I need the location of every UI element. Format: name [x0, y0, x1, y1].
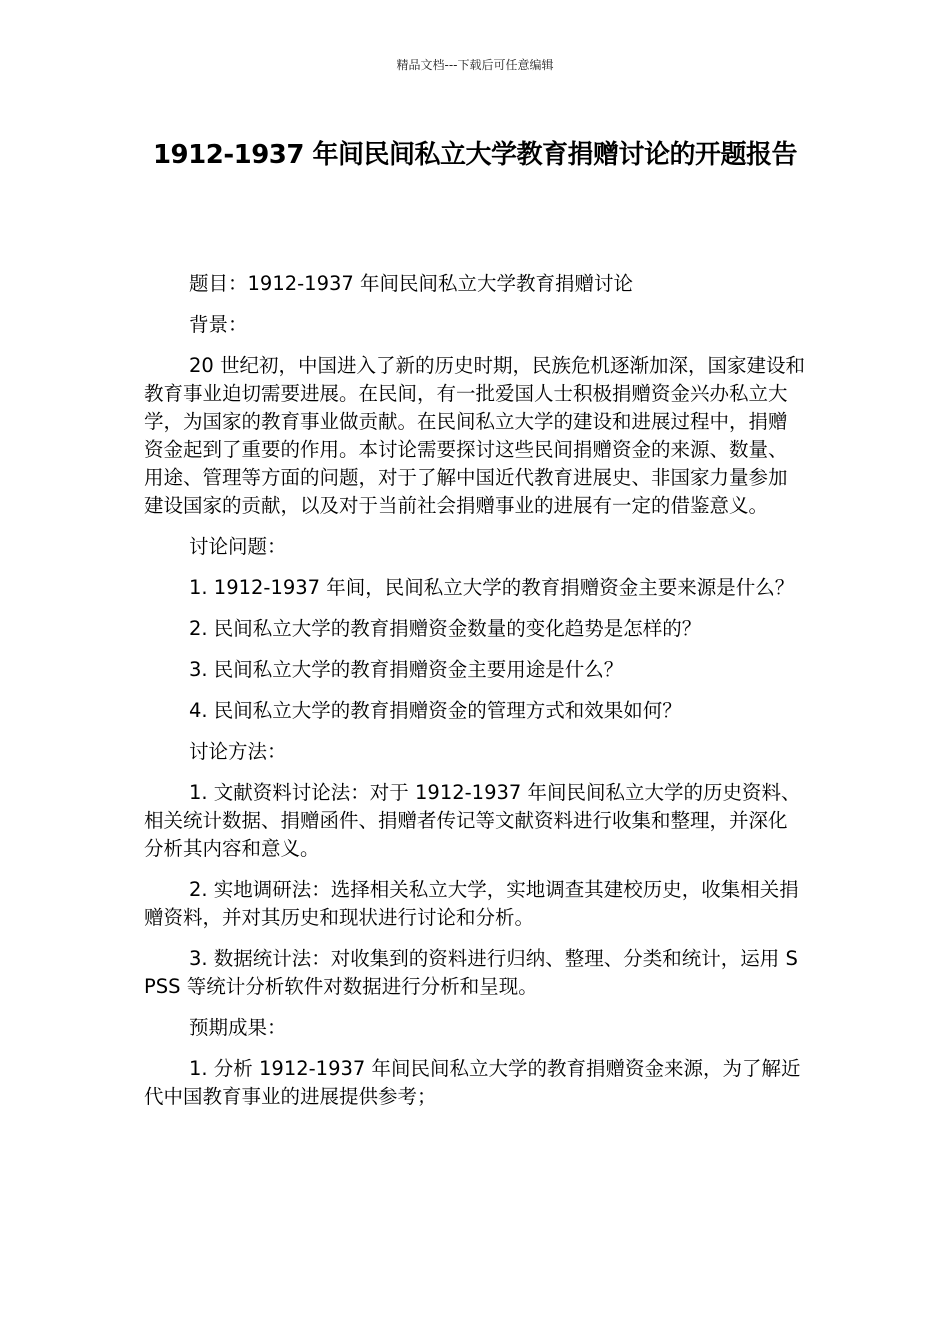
page-header: 精品文档---下载后可任意编辑 [396, 58, 554, 72]
paragraph-background: 20 世纪初，中国进入了新的历史时期，民族危机逐渐加深，国家建设和教育事业迫切需要进展。在民间，有一批爱国人士积极捐赠资金兴办私立大学，为国家的教育事业做贡献。在民间私立大学的建设和进展过程中，捐赠资金起到了重要的作用。本讨论需要探讨这些民间捐赠资金的来源、数量、用途、管理等方面的问题，对于了解中国近代教育进展史、非国家力量参加建设国家的贡献，以及对于当前社会捐赠事业的进展有一定的借鉴意义。 [144, 354, 806, 517]
heading-outcomes: 预期成果： [189, 1016, 287, 1039]
question-item: 4. 民间私立大学的教育捐赠资金的管理方式和效果如何？ [189, 699, 682, 722]
outcome-item: 1. 分析 1912-1937 年间民间私立大学的教育捐赠资金来源，为了解近代中国教育事业的进展提供参考； [144, 1057, 801, 1108]
method-item: 1. 文献资料讨论法：对于 1912-1937 年间民间私立大学的历史资料、相关统计数据、捐赠函件、捐赠者传记等文献资料进行收集和整理，并深化分析其内容和意义。 [144, 781, 801, 860]
question-item: 2. 民间私立大学的教育捐赠资金数量的变化趋势是怎样的？ [189, 617, 702, 640]
heading-questions: 讨论问题： [189, 535, 287, 558]
document-title: 1912-1937 年间民间私立大学教育捐赠讨论的开题报告 [152, 140, 798, 170]
method-item: 3. 数据统计法：对收集到的资料进行归纳、整理、分类和统计，运用 SPSS 等统计分析软件对数据进行分析和呈现。 [144, 947, 798, 998]
document-body [144, 270, 806, 1124]
heading-background: 背景： [189, 313, 248, 336]
paragraph-topic: 题目：1912-1937 年间民间私立大学教育捐赠讨论 [189, 272, 633, 295]
method-item: 2. 实地调研法：选择相关私立大学，实地调查其建校历史，收集相关捐赠资料，并对其历史和现状进行讨论和分析。 [144, 878, 799, 929]
question-item: 1. 1912-1937 年间，民间私立大学的教育捐赠资金主要来源是什么？ [189, 576, 795, 599]
heading-methods: 讨论方法： [189, 740, 287, 763]
question-item: 3. 民间私立大学的教育捐赠资金主要用途是什么？ [189, 658, 624, 681]
